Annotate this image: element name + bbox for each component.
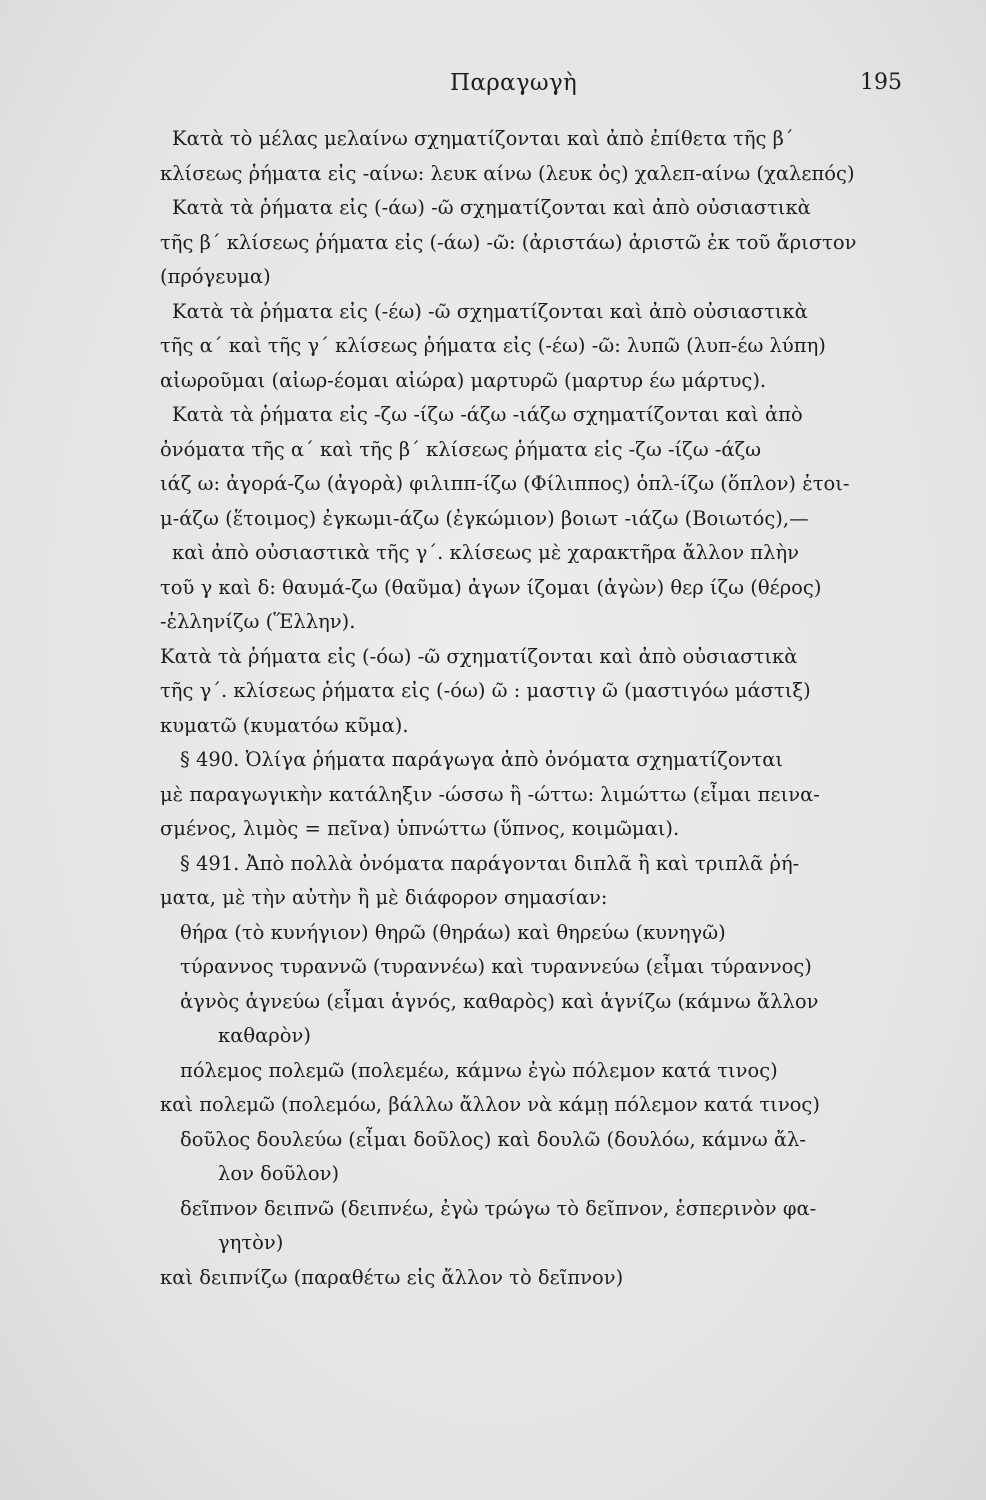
text-line: Κατὰ τὰ ῥήματα εἰς -ζω -ίζω -άζω -ιάζω σχηματίζονται καὶ ἀπὸ xyxy=(172,403,803,426)
text-line: τῆς γ΄. κλίσεως ῥήματα εἰς (-όω) ῶ : μαστιγ ῶ (μαστιγόω μάστιξ) xyxy=(160,679,811,702)
text-line: Κατὰ τὸ μέλας μελαίνω σχηματίζονται καὶ ἀπὸ ἐπίθετα τῆς β΄ xyxy=(172,127,794,150)
text-line: καὶ ἀπὸ οὐσιαστικὰ τῆς γ΄. κλίσεως μὲ χαρακτῆρα ἄλλον πλὴν xyxy=(172,541,799,564)
page-header xyxy=(0,70,986,110)
text-line: μὲ παραγωγικὴν κατάληξιν -ώσσω ἢ -ώττω: λιμώττω (εἶμαι πεινα- xyxy=(160,782,820,806)
text-line: δοῦλος δουλεύω (εἶμαι δοῦλος) καὶ δουλῶ (δουλόω, κάμνω ἄλ- xyxy=(180,1127,806,1151)
text-line: γητὸν) xyxy=(218,1231,284,1254)
text-line: § 490. Ὀλίγα ῥήματα παράγωγα ἀπὸ ὀνόματα σχηματίζονται xyxy=(180,748,784,771)
text-line: καὶ δειπνίζω (παραθέτω εἰς ἄλλον τὸ δεῖπνον) xyxy=(160,1265,624,1289)
text-line: καθαρὸν) xyxy=(218,1024,311,1047)
text-line: θήρα (τὸ κυνήγιον) θηρῶ (θηράω) καὶ θηρεύω (κυνηγῶ) xyxy=(180,920,726,944)
text-line: Κατὰ τὰ ῥήματα εἰς (-άω) -ῶ σχηματίζονται καὶ ἀπὸ οὐσιαστικὰ xyxy=(172,196,811,219)
text-line: σμένος, λιμὸς = πεῖνα) ὑπνώττω (ὕπνος, κοιμῶμαι). xyxy=(160,817,680,840)
text-line: λον δοῦλον) xyxy=(218,1162,340,1185)
text-line: ματα, μὲ τὴν αὐτὴν ἢ μὲ διάφορον σημασίαν: xyxy=(160,886,608,909)
text-line: κυματῶ (κυματόω κῦμα). xyxy=(160,713,409,737)
running-title: Παραγωγὴ xyxy=(450,70,578,96)
text-line: αἰωροῦμαι (αἰωρ-έομαι αἰώρα) μαρτυρῶ (μαρτυρ έω μάρτυς). xyxy=(160,368,767,392)
text-line: ἁγνὸς ἁγνεύω (εἶμαι ἁγνός, καθαρὸς) καὶ ἁγνίζω (κάμνω ἄλλον xyxy=(180,989,819,1013)
text-line: § 491. Ἀπὸ πολλὰ ὀνόματα παράγονται διπλᾶ ἢ καὶ τριπλᾶ ῥή- xyxy=(180,851,800,875)
text-line: ὀνόματα τῆς α΄ καὶ τῆς β΄ κλίσεως ῥήματα εἰς -ζω -ίζω -άζω xyxy=(160,437,762,461)
text-line: Κατὰ τὰ ῥήματα εἰς (-όω) -ῶ σχηματίζονται καὶ ἀπὸ οὐσιαστικὰ xyxy=(160,644,798,668)
text-line: τῆς β΄ κλίσεως ῥήματα εἰς (-άω) -ῶ: (ἀριστάω) ἀριστῶ ἐκ τοῦ ἄριστον xyxy=(160,230,857,254)
text-line: (πρόγευμα) xyxy=(160,265,271,288)
page-number: 195 xyxy=(860,70,902,95)
text-line: πόλεμος πολεμῶ (πολεμέω, κάμνω ἐγὼ πόλεμον κατά τινος) xyxy=(180,1058,778,1082)
text-line: κλίσεως ῥήματα εἰς -αίνω: λευκ αίνω (λευκ ὀς) χαλεπ-αίνω (χαλεπός) xyxy=(160,161,855,185)
page-body xyxy=(160,122,930,1295)
text-line: καὶ πολεμῶ (πολεμόω, βάλλω ἄλλον νὰ κάμῃ πόλεμον κατά τινος) xyxy=(160,1093,820,1116)
text-line: τύραννος τυραννῶ (τυραννέω) καὶ τυραννεύω (εἶμαι τύραννος) xyxy=(180,955,812,978)
text-line: ιάζ ω: ἀγορά-ζω (ἀγορὰ) φιλιππ-ίζω (Φίλιππος) ὁπλ-ίζω (ὅπλον) ἑτοι- xyxy=(160,472,850,495)
text-line: δεῖπνον δειπνῶ (δειπνέω, ἐγὼ τρώγω τὸ δεῖπνον, ἑσπερινὸν φα- xyxy=(180,1196,817,1220)
text-line: Κατὰ τὰ ῥήματα εἰς (-έω) -ῶ σχηματίζονται καὶ ἀπὸ οὐσιαστικὰ xyxy=(172,299,808,323)
text-line: τοῦ γ καὶ δ: θαυμά-ζω (θαῦμα) ἀγων ίζομαι (ἀγὼν) θερ ίζω (θέρος) xyxy=(160,575,822,599)
text-line: μ-άζω (ἕτοιμος) ἐγκωμι-άζω (ἐγκώμιον) βοιωτ -ιάζω (Βοιωτός),— xyxy=(160,506,809,530)
text-line: -ἑλληνίζω (Ἕλλην). xyxy=(160,610,356,633)
text-line: τῆς α΄ καὶ τῆς γ΄ κλίσεως ῥήματα εἰς (-έω) -ῶ: λυπῶ (λυπ-έω λύπη) xyxy=(160,334,826,357)
